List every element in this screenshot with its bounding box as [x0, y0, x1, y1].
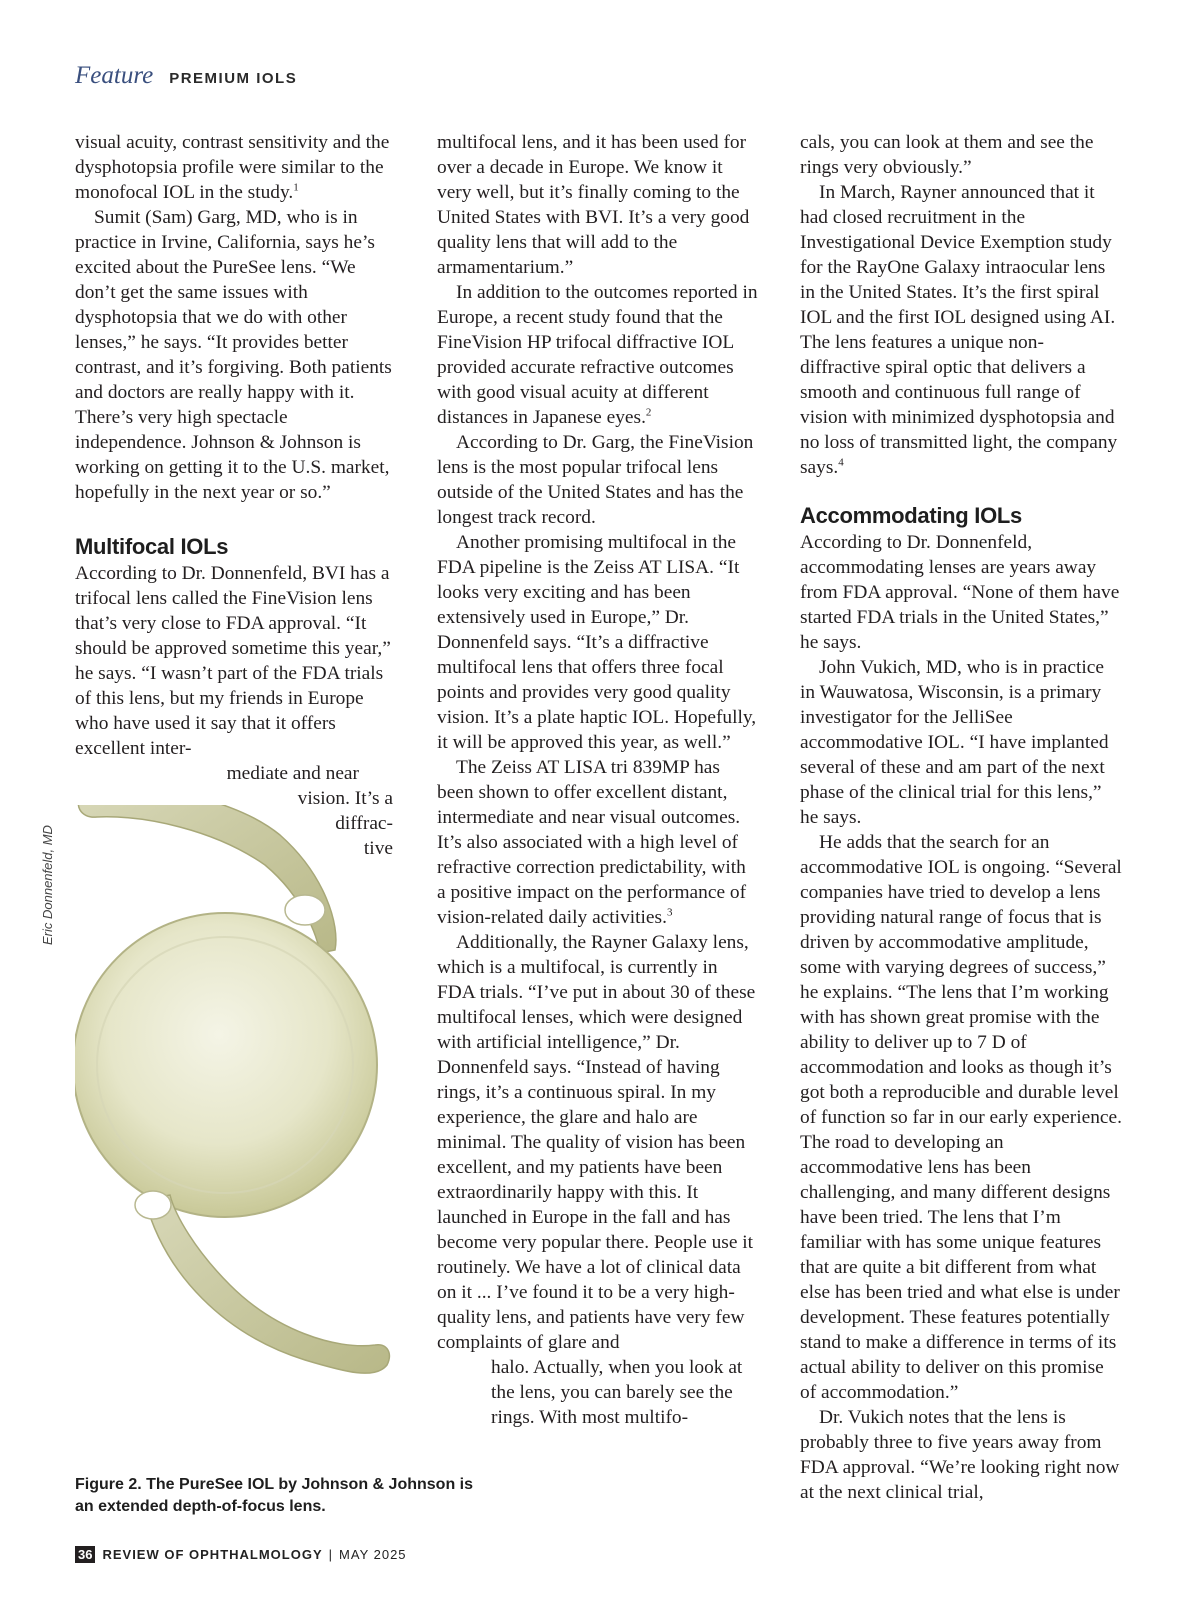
column-1 [75, 130, 397, 861]
reference-1: 1 [293, 181, 299, 194]
bottom-haptic [145, 1195, 389, 1373]
heading-multifocal-iols: Multifocal IOLs [75, 534, 229, 559]
col1-paragraph-2: Sumit (Sam) Garg, MD, who is in practice in Irvine, California, says he’s excited about the PureSee lens. “We don’t get the same issues with dysphotopsia that we do with other lenses,” he says. “It provides better contrast, and it’s forgiving. Both patients and doctors are really happy with it. There’s very high spectacle independence. Johnson & Johnson is working on getting it to the U.S. market, hopefully in the next year or so.” [75, 207, 392, 503]
feature-label: Feature [75, 62, 154, 89]
col2-paragraph-2: In addition to the outcomes reported in Europe, a recent study found that the FineVision HP trifocal diffractive IOL provided accurate refractive outcomes with good visual acuity at different distances in Japanese eyes.$^2$ [437, 282, 758, 428]
col1-paragraph-3: According to Dr. Donnenfeld, BVI has a trifocal lens called the FineVision lens that’s very close to FDA approval. “It should be approved sometime this year,” he says. “I wasn’t part of the FDA trials of this lens, but my friends in Europe who have used it say that it offers excellent inter- [75, 563, 391, 759]
lens-figure [75, 805, 415, 1445]
col2-paragraph-6: Additionally, the Rayner Galaxy lens, which is a multifocal, is currently in FDA trials. “I’ve put in about 30 of these multifocal lenses, which were designed with artificial intelligence,” Dr. Donnenfeld says. “Instead of having rings, it’s a continuous spiral. In my experience, the glare and halo are minimal. The quality of vision has been excellent, and my patients have been extraordinarily happy with this. It launched in Europe in the fall and has become very popular there. People use it routinely. We have a lot of clinical data on it ... I’ve found it to be a very high-quality lens, and patients have very few complaints of glare and [437, 932, 756, 1353]
col1-wrapped-text: mediate and near vision. It’s a diffrac- tive [226, 763, 393, 859]
col3-paragraph-1: cals, you can look at them and see the rings very obviously.” [800, 132, 1094, 178]
col2-paragraph-tail: halo. Actually, when you look at the lens, you can barely see the rings. With most multifo- [491, 1357, 743, 1428]
journal-name: REVIEW OF OPHTHALMOLOGY [102, 1547, 323, 1562]
issue-date: MAY 2025 [339, 1547, 407, 1562]
col2-paragraph-3: According to Dr. Garg, the FineVision lens is the most popular trifocal lens outside of the United States and has the longest track record. [437, 432, 754, 528]
lens-optic [75, 913, 377, 1217]
col3-paragraph-5: He adds that the search for an accommodative IOL is ongoing. “Several companies have tried to develop a lens providing natural range of focus that is driven by accommodative amplitude, some with varying degrees of success,” he explains. “The lens that I’m working with has shown great promise with the ability to deliver up to 7 D of accommodation and looks as though it’s got both a reproducible and durable level of function so far in our early experience. The road to developing an accommodative lens has been challenging, and many different designs have been tried. The lens that I’m familiar with has some unique features that are quite a bit different from what else has been tried and what else is under development. These features potentially stand to make a difference in terms of its actual ability to deliver on this promise of accommodation.” [800, 832, 1122, 1403]
col3-paragraph-4: John Vukich, MD, who is in practice in Wauwatosa, Wisconsin, is a primary investigator for the JelliSee accommodative IOL. “I have implanted several of these and am part of the next phase of the clinical trial for this lens,” he says. [800, 657, 1109, 828]
running-header [75, 62, 297, 90]
col1-paragraph-1: visual acuity, contrast sensitivity and the dysphotopsia profile were similar to the monofocal IOL in the study.$^1$ [75, 132, 390, 203]
page-number: 36 [75, 1546, 95, 1563]
col2-paragraph-5: The Zeiss AT LISA tri 839MP has been shown to offer excellent distant, intermediate and near visual outcomes. It’s also associated with a high level of refractive correction predictability, with a positive impact on the performance of vision-related daily activities.$^3$ [437, 757, 747, 928]
puresee-iol-image [75, 805, 415, 1445]
reference-3: 3 [666, 906, 673, 919]
heading-accommodating-iols: Accommodating IOLs [800, 503, 1022, 528]
col3-paragraph-6: Dr. Vukich notes that the lens is probably three to five years away from FDA approval. “We’re looking right now at the next clinical trial, [800, 1407, 1120, 1503]
col3-paragraph-2: In March, Rayner announced that it had closed recruitment in the Investigational Device Exemption study for the RayOne Galaxy intraocular lens in the United States. It’s the first spiral IOL and the first IOL designed using AI. The lens features a unique non-diffractive spiral optic that delivers a smooth and continuous full range of vision with minimized dysphotopsia and no loss of transmitted light, the company says.$^4$ [800, 182, 1118, 478]
column-3 [800, 130, 1122, 1505]
col2-paragraph-1: multifocal lens, and it has been used for over a decade in Europe. We know it very well, but it’s finally coming to the United States with BVI. It’s a very good quality lens that will add to the armamentarium.” [437, 132, 750, 278]
section-label: PREMIUM IOLS [169, 70, 298, 87]
photo-credit: Eric Donnenfeld, MD [40, 825, 55, 945]
reference-2: 2 [645, 406, 652, 419]
reference-4: 4 [838, 456, 844, 469]
column-2 [437, 130, 759, 1430]
col3-paragraph-3: According to Dr. Donnenfeld, accommodating lenses are years away from FDA approval. “None of them have started FDA trials in the United States,” he says. [800, 532, 1120, 653]
col2-paragraph-4: Another promising multifocal in the FDA pipeline is the Zeiss AT LISA. “It looks very exciting and has been extensively used in Europe,” Dr. Donnenfeld says. “It’s a diffractive multifocal lens that offers three focal points and provides very good quality vision. It’s a plate haptic IOL. Hopefully, it will be approved this year, as well.” [437, 532, 757, 753]
footer-separator: | [328, 1547, 334, 1562]
page-footer [75, 1546, 407, 1563]
figure-caption: Figure 2. The PureSee IOL by Johnson & Johnson is an extended depth-of-focus lens. [75, 1476, 473, 1515]
